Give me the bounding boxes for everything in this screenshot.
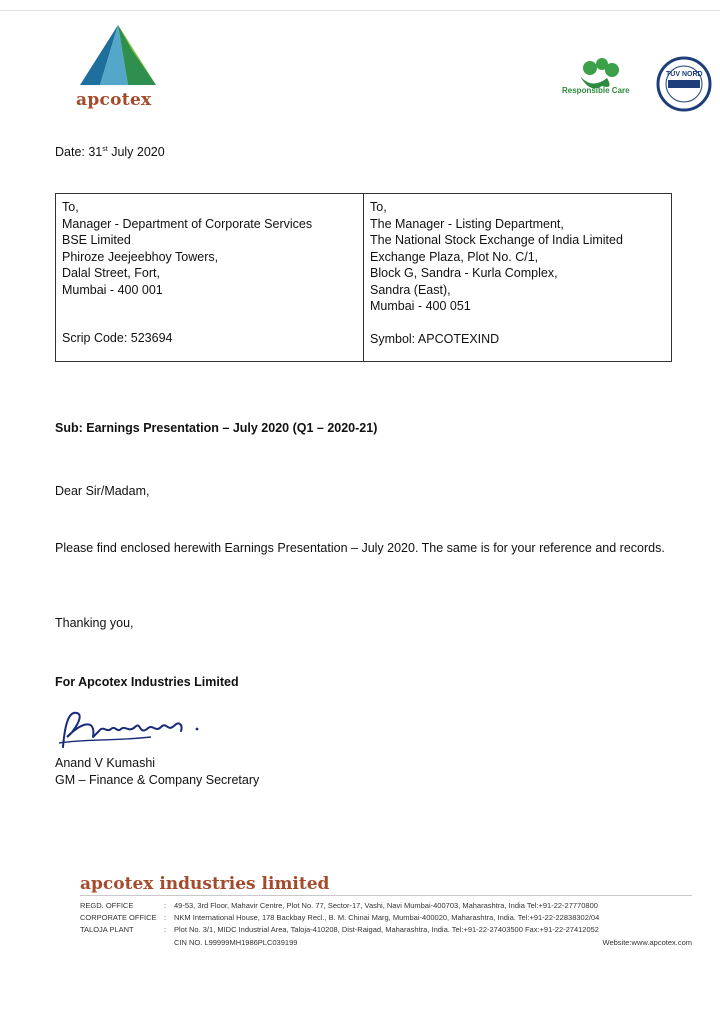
for-company: For Apcotex Industries Limited	[55, 675, 239, 689]
tuv-certification-icon	[656, 56, 712, 112]
footer-company-name: apcotex industries limited	[80, 874, 330, 894]
letter-date: Date: 31st July 2020	[55, 145, 165, 159]
signatory	[55, 755, 259, 789]
apcotex-logo	[70, 20, 160, 108]
nse-symbol: Symbol: APCOTEXIND	[370, 331, 500, 346]
scrip-code: Scrip Code: 523694	[62, 331, 173, 345]
signature-image	[55, 703, 215, 757]
website-link[interactable]: Website:www.apcotex.com	[602, 938, 692, 947]
tuv-label: TÜV NORD	[666, 71, 703, 78]
footer-row: REGD. OFFICE : 49-53, 3rd Floor, Mahavir Centre, Plot No. 77, Sector-17, Vashi, Navi Mumbai-400703, Maharashtra, India Tel:+91-22-27770800	[80, 901, 598, 910]
footer-divider	[80, 895, 692, 896]
responsible-care-icon	[562, 56, 642, 106]
signatory-name: Anand V Kumashi	[55, 756, 156, 770]
top-divider	[0, 10, 720, 11]
subject-line: Sub: Earnings Presentation – July 2020 (Q1 – 2020-21)	[55, 421, 378, 435]
footer-row: TALOJA PLANT : Plot No. 3/1, MIDC Industrial Area, Taloja-410208, Dist-Raigad, Maharashtra, India. Tel:+91-22-27403500 Fax:+91-22-27412052	[80, 925, 599, 934]
responsible-care-label: Responsible Care	[562, 86, 630, 95]
footer-addresses	[80, 900, 692, 949]
closing: Thanking you,	[55, 616, 134, 630]
body-paragraph: Please find enclosed herewith Earnings Presentation – July 2020. The same is for your reference and records.	[55, 541, 665, 555]
bse-address: To, Manager - Department of Corporate Services BSE Limited Phiroze Jeejeebhoy Towers, Dalal Street, Fort, Mumbai - 400 001 Scrip Code: 523694	[56, 194, 364, 362]
cin-number: CIN NO. L99999MH1986PLC039199	[174, 938, 298, 947]
salutation: Dear Sir/Madam,	[55, 484, 150, 498]
apcotex-logo-icon	[70, 20, 160, 92]
address-table	[55, 193, 672, 362]
footer-row: CORPORATE OFFICE : NKM International House, 178 Backbay Recl., B. M. Chinai Marg, Mumbai-400020, Maharashtra, India. Tel:+91-22-22838302/04	[80, 913, 600, 922]
logo-text: apcotex	[76, 90, 152, 110]
signatory-title: GM – Finance & Company Secretary	[55, 773, 260, 787]
nse-address: To, The Manager - Listing Department, The National Stock Exchange of India Limited Exchange Plaza, Plot No. C/1, Block G, Sandra - Kurla Complex, Sandra (East), Mumbai - 400 051 Symbol: APCOTEXIND	[364, 194, 672, 362]
